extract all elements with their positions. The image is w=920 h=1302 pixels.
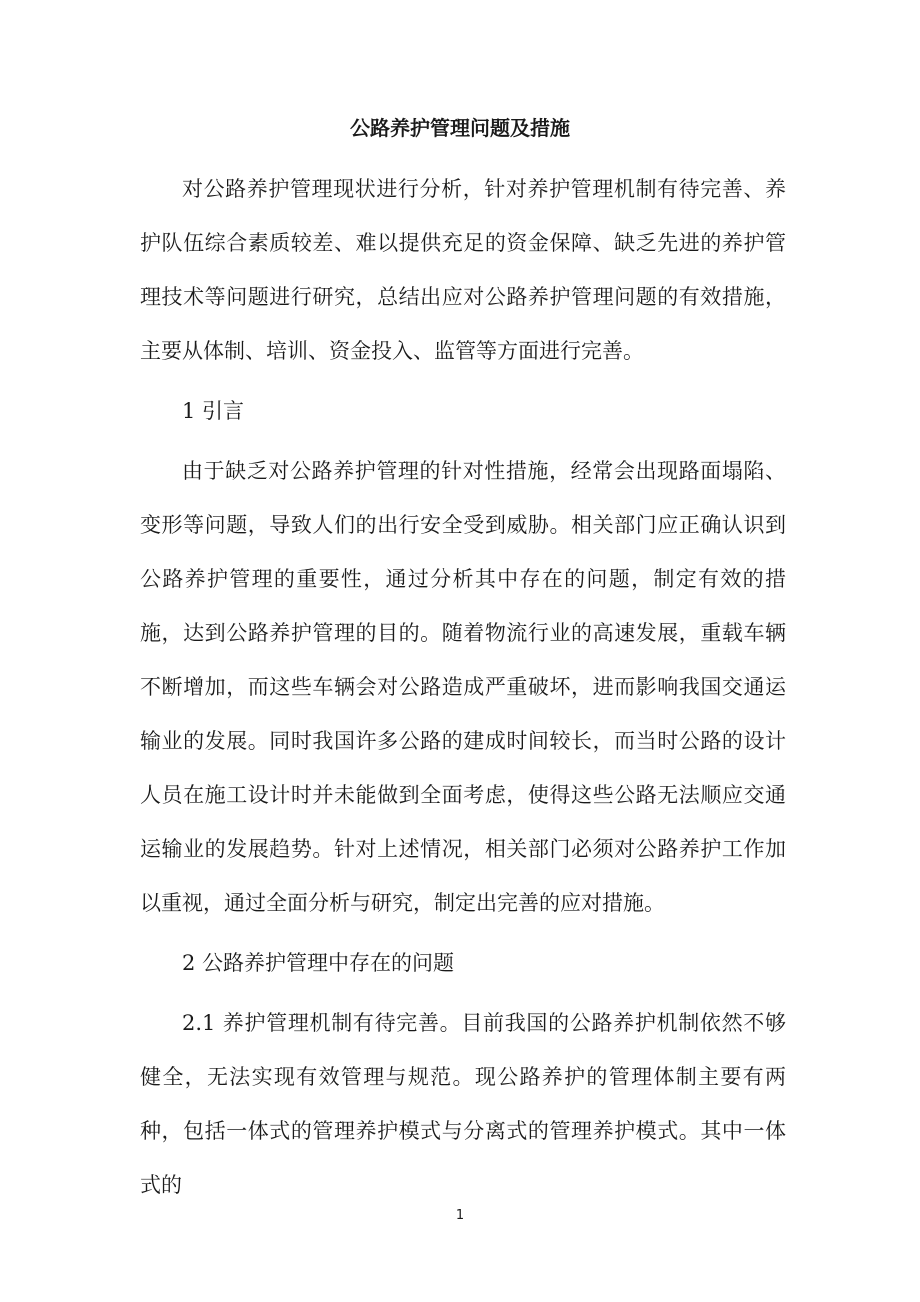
introduction-paragraph: 由于缺乏对公路养护管理的针对性措施，经常会出现路面塌陷、变形等问题，导致人们的出行安全受到威胁。相关部门应正确认识到公路养护管理的重要性，通过分析其中存在的问题，制定有效的措施，达到公路养护管理的目的。随着物流行业的高速发展，重载车辆不断增加，而这些车辆会对公路造成严重破坏，进而影响我国交通运输业的发展。同时我国许多公路的建成时间较长，而当时公路的设计人员在施工设计时并未能做到全面考虑，使得这些公路无法顺应交通运输业的发展趋势。针对上述情况，相关部门必须对公路养护工作加以重视，通过全面分析与研究，制定出完善的应对措施。 xyxy=(140,459,786,915)
page-number: 1 xyxy=(455,1208,465,1223)
abstract-paragraph: 对公路养护管理现状进行分析，针对养护管理机制有待完善、养护队伍综合素质较差、难以提供充足的资金保障、缺乏先进的养护管理技术等问题进行研究，总结出应对公路养护管理问题的有效措施，主要从体制、培训、资金投入、监管等方面进行完善。 xyxy=(140,177,786,363)
section-heading-problems: 2 公路养护管理中存在的问题 xyxy=(182,951,455,975)
section-heading-introduction: 1 引言 xyxy=(182,399,245,423)
document-body xyxy=(140,162,786,1218)
subsection-paragraph-2-1: 2.1 养护管理机制有待完善。目前我国的公路养护机制依然不够健全，无法实现有效管理与规范。现公路养护的管理体制主要有两种，包括一体式的管理养护模式与分离式的管理养护模式。其中一体式的 xyxy=(140,1011,786,1197)
document-title: 公路养护管理问题及措施 xyxy=(350,116,570,140)
